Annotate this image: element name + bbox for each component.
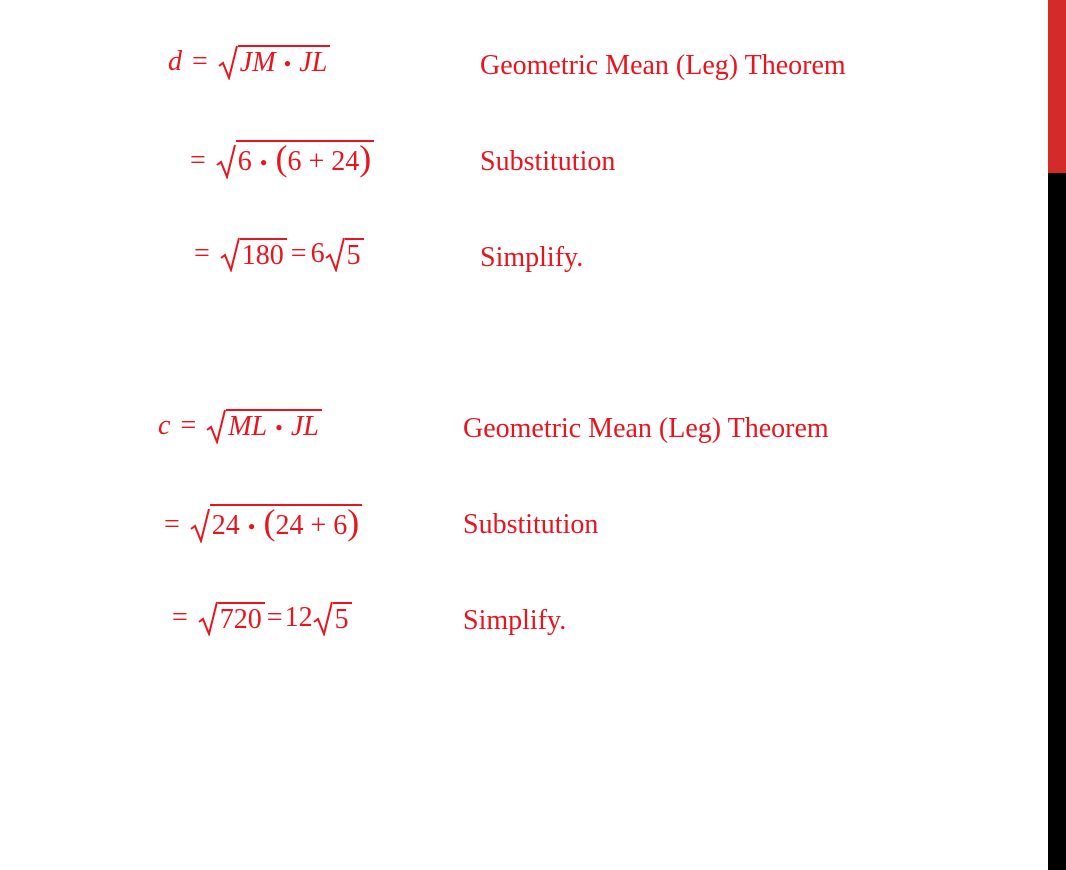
coefficient: 12 — [284, 602, 313, 633]
radical-icon — [198, 600, 218, 636]
right-paren: ) — [359, 138, 372, 178]
bullet-operator: • — [247, 514, 256, 539]
proof2-equation-1 — [158, 408, 322, 444]
sum-expression: 6 + 24 — [287, 146, 360, 177]
radicand: 5 — [345, 238, 364, 272]
square-root — [198, 600, 265, 636]
equals-sign: = — [266, 602, 283, 633]
radical-icon — [190, 507, 210, 543]
square-root — [190, 504, 363, 543]
segment-jl: JL — [290, 411, 319, 442]
variable-d: d — [168, 46, 182, 77]
square-root — [206, 408, 322, 444]
sidebar-accent-strip — [1048, 0, 1066, 173]
radical-icon — [218, 44, 238, 80]
square-root — [216, 140, 375, 179]
proof2-reason-3: Simplify. — [463, 605, 567, 636]
radicand — [210, 504, 363, 543]
square-root — [313, 600, 352, 636]
square-root — [220, 236, 287, 272]
equals-sign: = — [192, 46, 208, 77]
radical-icon — [206, 408, 226, 444]
number: 6 — [237, 146, 252, 177]
proof1-reason-2: Substitution — [480, 146, 616, 177]
equals-sign: = — [194, 238, 210, 269]
radical-icon — [220, 236, 240, 272]
left-paren: ( — [263, 502, 276, 542]
variable-c: c — [158, 410, 171, 441]
proof1-equation-3 — [194, 236, 364, 272]
bullet-operator: • — [259, 150, 268, 175]
proof2-equation-2 — [164, 504, 362, 543]
equals-sign: = — [190, 145, 206, 176]
left-paren: ( — [275, 138, 288, 178]
equals-sign: = — [164, 509, 180, 540]
number: 24 — [211, 510, 240, 541]
radical-icon — [325, 236, 345, 272]
bullet-operator: • — [275, 415, 283, 440]
equals-sign: = — [290, 238, 307, 269]
proof1-reason-3: Simplify. — [480, 242, 584, 273]
equals-sign: = — [172, 602, 188, 633]
right-paren: ) — [347, 502, 360, 542]
radicand — [226, 409, 322, 444]
proof1-equation-2 — [190, 140, 374, 179]
bullet-operator: • — [283, 51, 292, 76]
square-root — [325, 236, 364, 272]
radical-icon — [313, 600, 333, 636]
radicand — [238, 45, 330, 80]
coefficient: 6 — [310, 238, 325, 269]
proof1-equation-1 — [168, 44, 330, 80]
radical-icon — [216, 143, 236, 179]
proof2-equation-3 — [172, 600, 352, 636]
proof2-reason-1: Geometric Mean (Leg) Theorem — [463, 413, 829, 444]
proof2-reason-2: Substitution — [463, 509, 599, 540]
proof1-reason-1: Geometric Mean (Leg) Theorem — [480, 50, 846, 81]
radicand: 5 — [333, 602, 352, 636]
square-root — [218, 44, 330, 80]
sum-expression: 24 + 6 — [275, 510, 348, 541]
radicand: 720 — [218, 602, 265, 636]
equals-sign: = — [180, 410, 197, 441]
radicand — [236, 140, 375, 179]
segment-jm: JM — [239, 47, 276, 78]
segment-ml: ML — [228, 411, 268, 442]
segment-jl: JL — [299, 47, 328, 78]
radicand: 180 — [240, 238, 287, 272]
